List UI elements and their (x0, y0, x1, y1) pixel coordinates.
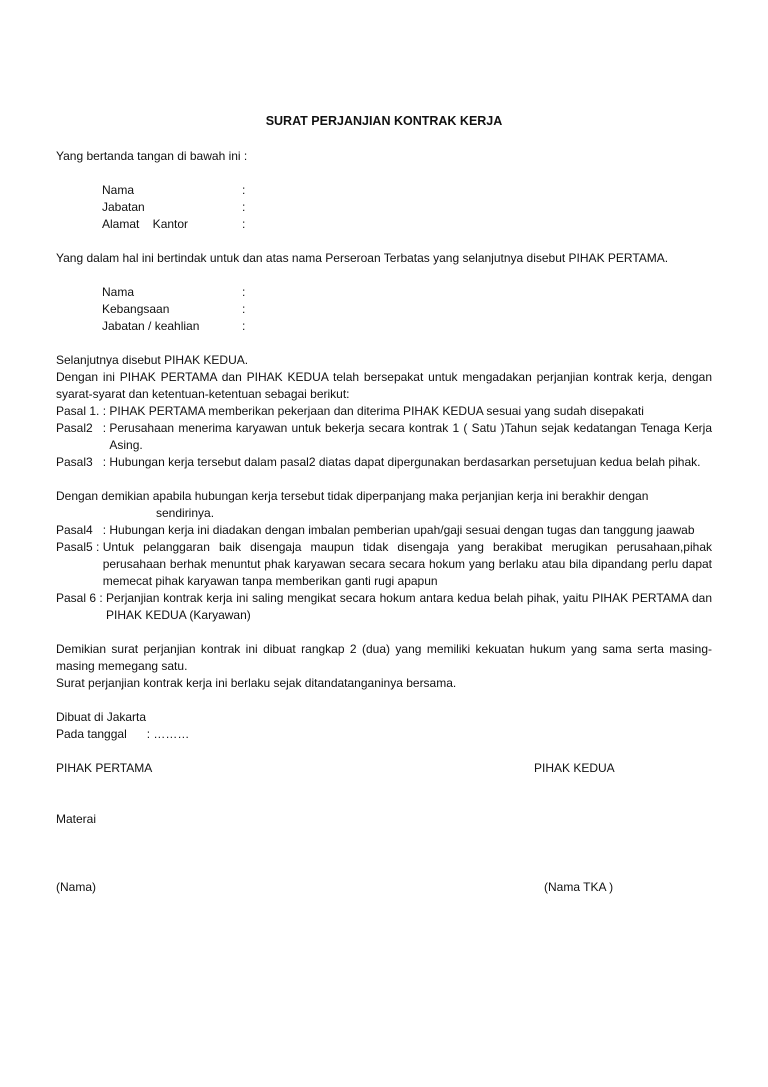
party1-fields (102, 182, 712, 233)
pasal-label: Pasal2 : (56, 421, 110, 435)
pasal-5 (56, 539, 712, 590)
party1-field-address (102, 216, 712, 233)
pasal-text: Untuk pelanggaran baik disengaja maupun tidak disengaja yang berakibat merugikan perusahaan,pihak perusahaan berhak menuntut phak karyawan secara secara hokum yang berlaku atau bila dipandang perlu dapat memecat pihak karyawan tanpa memberikan ganti rugi apapun (102, 540, 712, 588)
first-party-name: (Nama) (56, 880, 97, 894)
pasal-4 (56, 522, 712, 539)
termination-clause: Dengan demikian apabila hubungan kerja tersebut tidak diperpanjang maka perjanjian kerja ini berakhir dengan (56, 489, 649, 503)
pasal-text: Perjanjian kontrak kerja ini saling mengikat secara hokum antara kedua belah pihak, yaitu PIHAK PERTAMA dan PIHAK KEDUA (Karyawan) (106, 591, 712, 622)
date-line: Pada tanggal : ……… (56, 727, 190, 741)
pasal-text: Perusahaan menerima karyawan untuk bekerja secara kontrak 1 ( Satu )Tahun sejak kedatangan Tenaga Kerja Asing. (109, 421, 712, 452)
party2-field-name (102, 284, 712, 301)
party1-field-position (102, 199, 712, 216)
pasal-label: Pasal5 : (56, 540, 103, 554)
document-title: SURAT PERJANJIAN KONTRAK KERJA (265, 114, 503, 128)
field-label: Jabatan / keahlian (102, 319, 200, 333)
pasal-label: Pasal4 : (56, 523, 110, 537)
field-label: Kebangsaan (102, 302, 170, 316)
stamp-label: Materai (56, 812, 97, 826)
second-party-label: PIHAK KEDUA (534, 761, 615, 775)
first-party-label: PIHAK PERTAMA (56, 761, 153, 775)
field-separator: : (242, 217, 246, 231)
party2-fields (102, 284, 712, 335)
signature-titles (56, 760, 712, 777)
field-separator: : (242, 285, 246, 299)
pasal-6 (56, 590, 712, 624)
intro-text: Yang bertanda tangan di bawah ini : (56, 149, 248, 163)
pasal-text: PIHAK PERTAMA memberikan pekerjaan dan diterima PIHAK KEDUA sesuai yang sudah disepakati (109, 404, 644, 418)
field-label: Jabatan (102, 200, 145, 214)
party2-statement: Selanjutnya disebut PIHAK KEDUA. (56, 353, 249, 367)
party1-field-name (102, 182, 712, 199)
contract-document (56, 113, 712, 896)
closing-statement: Demikian surat perjanjian kontrak ini dibuat rangkap 2 (dua) yang memiliki kekuatan hukum yang sama serta masing-masing memegang satu. (56, 642, 712, 673)
field-label: Alamat Kantor (102, 217, 189, 231)
party1-statement: Yang dalam hal ini bertindak untuk dan atas nama Perseroan Terbatas yang selanjutnya disebut PIHAK PERTAMA. (56, 251, 669, 265)
field-separator: : (242, 183, 246, 197)
field-label: Nama (102, 285, 135, 299)
field-separator: : (242, 319, 246, 333)
pasal-3 (56, 454, 712, 471)
pasal-text: Hubungan kerja ini diadakan dengan imbalan pemberian upah/gaji sesuai dengan tugas dan tanggung jaawab (109, 523, 695, 537)
pasal-label: Pasal 1. : (56, 404, 110, 418)
signature-names (56, 879, 712, 896)
agreement-intro: Dengan ini PIHAK PERTAMA dan PIHAK KEDUA telah bersepakat untuk mengadakan perjanjian kontrak kerja, dengan syarat-syarat dan ketentuan-ketentuan sebagai berikut: (56, 370, 712, 401)
field-separator: : (242, 200, 246, 214)
field-label: Nama (102, 183, 135, 197)
validity-statement: Surat perjanjian kontrak kerja ini berlaku sejak ditandatanganinya bersama. (56, 676, 457, 690)
pasal-1 (56, 403, 712, 420)
termination-clause-cont: sendirinya. (156, 506, 215, 520)
pasal-label: Pasal 6 : (56, 591, 107, 605)
field-separator: : (242, 302, 246, 316)
place-line: Dibuat di Jakarta (56, 710, 147, 724)
pasal-2 (56, 420, 712, 454)
pasal-label: Pasal3 : (56, 455, 110, 469)
second-party-name: (Nama TKA ) (544, 880, 614, 894)
pasal-text: Hubungan kerja tersebut dalam pasal2 diatas dapat dipergunakan berdasarkan persetujuan kedua belah pihak. (109, 455, 701, 469)
party2-field-nationality (102, 301, 712, 318)
party2-field-expertise (102, 318, 712, 335)
